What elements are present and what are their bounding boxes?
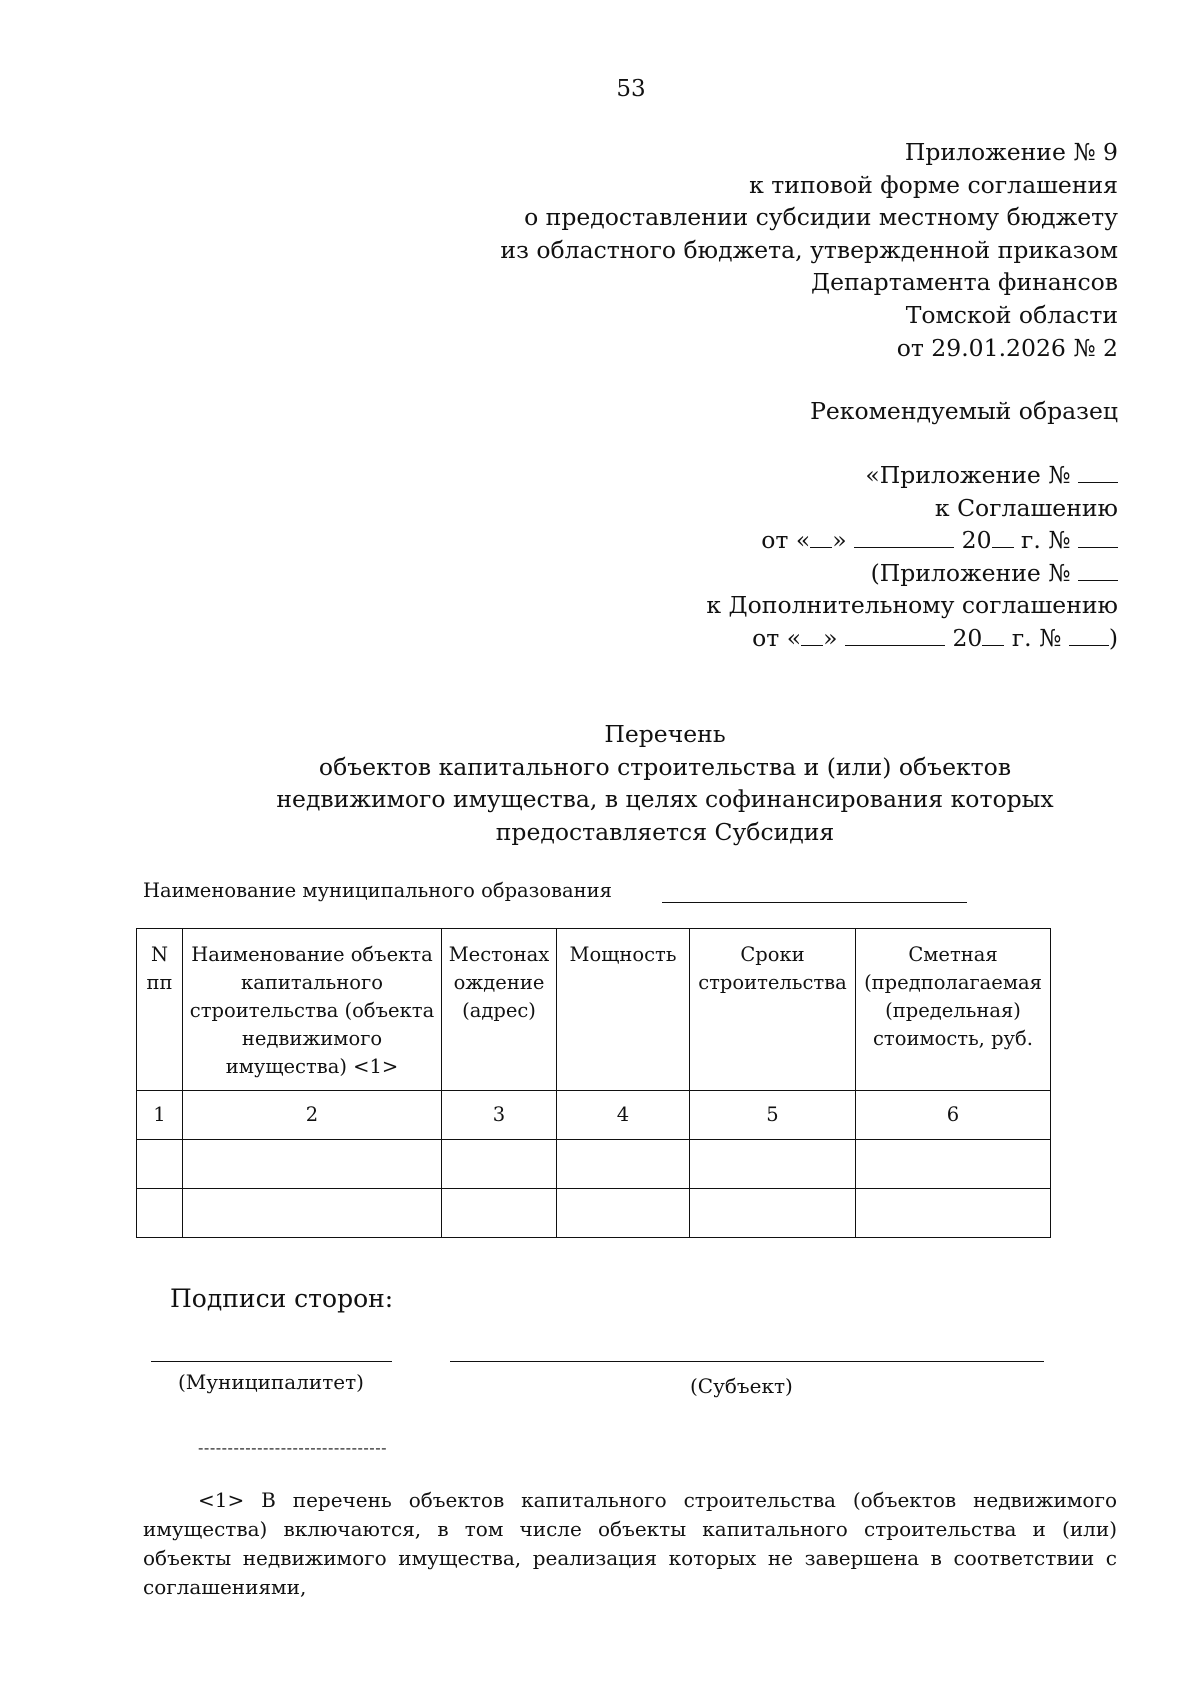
header-text: Сроки xyxy=(740,943,805,966)
table-cell: 6 xyxy=(856,1091,1051,1140)
annex-line-4 xyxy=(706,557,1118,590)
col-header-capacity xyxy=(557,929,690,1091)
date-quote: » xyxy=(832,526,847,555)
header-text: N xyxy=(150,943,169,966)
table-cell xyxy=(856,1140,1051,1189)
municipality-signature-label: (Муниципалитет) xyxy=(178,1370,364,1394)
header-text: строительства xyxy=(698,971,847,994)
annex-line-5: к Дополнительному соглашению xyxy=(706,591,1118,620)
date-quote: » xyxy=(823,623,838,652)
table-cell: 4 xyxy=(557,1091,690,1140)
header-text: стоимость, руб. xyxy=(873,1027,1033,1050)
table-header-row xyxy=(137,929,1051,1091)
document-title xyxy=(0,718,1200,848)
number-label: г. № xyxy=(1021,526,1071,555)
header-text: пп xyxy=(146,971,173,994)
table-numbers-row xyxy=(137,1091,1051,1140)
municipality-label: Наименование муниципального образования xyxy=(143,879,612,902)
blank-field xyxy=(992,525,1014,548)
header-line: о предоставлении субсидии местному бюджету xyxy=(524,203,1118,232)
blank-field xyxy=(854,525,954,548)
page-number: 53 xyxy=(616,76,646,102)
table-cell xyxy=(137,1140,183,1189)
table-cell xyxy=(183,1140,442,1189)
blank-field xyxy=(810,525,832,548)
blank-field xyxy=(1078,525,1118,548)
table-cell: 3 xyxy=(442,1091,557,1140)
footnote-separator: -------------------------------- xyxy=(198,1438,387,1457)
blank-field xyxy=(982,623,1004,646)
blank-field xyxy=(801,623,823,646)
table-cell xyxy=(442,1189,557,1238)
table-cell xyxy=(557,1189,690,1238)
table-cell xyxy=(442,1140,557,1189)
annex-line-1 xyxy=(706,459,1118,492)
blank-field xyxy=(845,623,945,646)
table-cell xyxy=(183,1189,442,1238)
blank-field xyxy=(1078,558,1118,581)
col-header-object-name xyxy=(183,929,442,1091)
header-text: капитального xyxy=(241,971,383,994)
header-line: Приложение № 9 xyxy=(904,138,1118,166)
header-line: из областного бюджета, утвержденной приказом xyxy=(500,235,1118,264)
col-header-estimated-cost xyxy=(856,929,1051,1091)
appendix-header xyxy=(500,136,1118,364)
objects-table xyxy=(136,928,1051,1238)
footnote-text: <1> В перечень объектов капитального строительства (объектов недвижимого имущества) включаются, в том числе объекты капитального строительства и (или) объекты недвижимого имущества, реализация которых не завершена в соответствии с соглашениями, xyxy=(143,1488,1117,1599)
title-line: предоставляется Субсидия xyxy=(495,817,835,846)
header-text: (предельная) xyxy=(885,999,1021,1022)
title-line: объектов капитального строительства и (или) объектов xyxy=(318,752,1012,781)
number-label: г. № xyxy=(1011,623,1062,652)
date-prefix: от « xyxy=(752,623,802,652)
blank-field xyxy=(1069,623,1109,646)
subject-signature-line xyxy=(450,1361,1044,1362)
header-text: Мощность xyxy=(569,943,677,966)
table-cell xyxy=(137,1189,183,1238)
signatures-title: Подписи сторон: xyxy=(170,1284,394,1313)
header-text: недвижимого xyxy=(241,1027,383,1050)
table-cell: 1 xyxy=(137,1091,183,1140)
municipality-blank-line xyxy=(662,902,967,903)
subject-signature-label: (Субъект) xyxy=(690,1374,793,1398)
table-cell xyxy=(690,1140,856,1189)
col-header-number xyxy=(137,929,183,1091)
header-line: Департамента финансов xyxy=(810,268,1118,297)
annex-block xyxy=(706,459,1118,655)
year-prefix: 20 xyxy=(952,623,983,652)
date-prefix: от « xyxy=(761,526,811,555)
title-line: недвижимого имущества, в целях софинансирования которых xyxy=(276,785,1054,814)
header-line: к типовой форме соглашения xyxy=(749,170,1118,199)
col-header-construction-period xyxy=(690,929,856,1091)
table-cell: 5 xyxy=(690,1091,856,1140)
municipality-signature-line xyxy=(151,1361,392,1362)
annex-line-2: к Соглашению xyxy=(934,493,1118,522)
annex-line-6 xyxy=(706,622,1118,655)
header-text: ождение xyxy=(453,971,545,994)
year-prefix: 20 xyxy=(961,526,992,555)
header-text: Сметная xyxy=(908,943,998,966)
title-line: Перечень xyxy=(604,720,726,748)
table-cell: 2 xyxy=(183,1091,442,1140)
blank-field xyxy=(1078,460,1118,483)
col-header-location xyxy=(442,929,557,1091)
recommended-sample-label: Рекомендуемый образец xyxy=(810,397,1118,425)
header-line: Томской области xyxy=(905,300,1118,329)
header-line: от 29.01.2026 № 2 xyxy=(896,333,1118,362)
closing-paren: ) xyxy=(1108,623,1118,652)
table-cell xyxy=(690,1189,856,1238)
header-text: имущества) <1> xyxy=(225,1055,399,1078)
annex-line-4-text: (Приложение № xyxy=(870,558,1071,587)
table-cell xyxy=(557,1140,690,1189)
table-row xyxy=(137,1189,1051,1238)
footnote xyxy=(143,1486,1117,1602)
annex-line-3 xyxy=(706,524,1118,557)
header-text: (адрес) xyxy=(462,999,536,1022)
header-text: строительства (объекта xyxy=(189,999,435,1022)
table-cell xyxy=(856,1189,1051,1238)
annex-line-1-text: «Приложение № xyxy=(865,461,1071,489)
header-text: (предполагаемая xyxy=(864,971,1042,994)
table-row xyxy=(137,1140,1051,1189)
header-text: Местонах xyxy=(448,943,550,966)
header-text: Наименование объекта xyxy=(191,943,433,966)
